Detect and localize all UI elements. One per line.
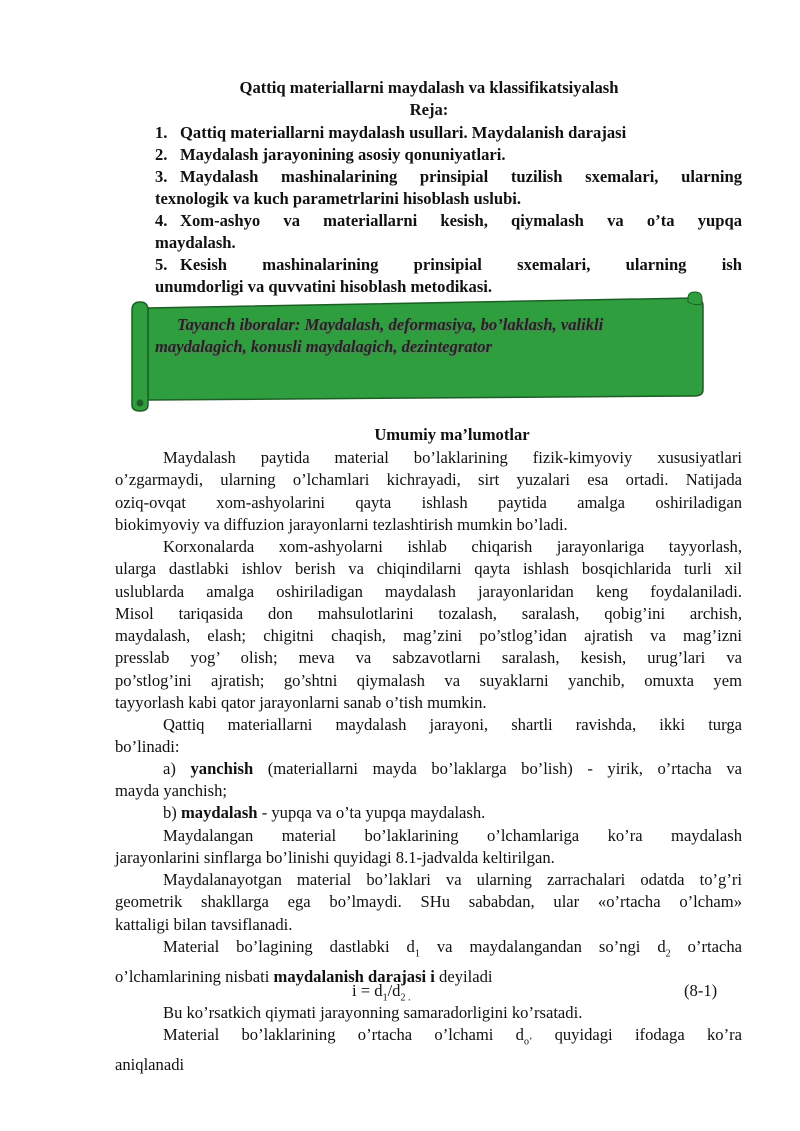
section-title: Umumiy ma’lumotlar — [374, 425, 530, 444]
document-title: Qattiq materiallarni maydalash va klassifikatsiyalash — [239, 78, 619, 97]
plan-item-3: 3. Maydalash mashinalarining prinsipial tuzilish sxemalari, ularning texnologik va kuch parametrlarini hisoblash uslubi. — [155, 167, 742, 208]
paragraph-8: Material bo’lagining dastlabki $d_1$ va maydalangandan so’ngi $d_2$ o’rtacha o’lchamlarining nisbati maydalanish darajasi i deyiladi — [115, 937, 742, 986]
plan-item-2: 2. Maydalash jarayonining asosiy qonuniyatlari. — [155, 145, 506, 164]
term-maydalanish-darajasi: maydalanish darajasi i — [273, 966, 435, 986]
paragraph-b-maydalash: b) maydalash - yupqa va o’ta yupqa maydalash. — [163, 803, 486, 822]
paragraph-a-yanchish: a) yanchish (materiallarni mayda bo’laklarga bo’lish) - yirik, o’rtacha va mayda yanchish; — [115, 759, 743, 801]
term-yanchish: yanchish — [190, 759, 254, 778]
paragraph-6: Maydalangan material bo’laklarining o’lchamlariga ko’ra maydalash jarayonlarini sinflarga bo’linishi quyidagi 8.1-jadvalda keltirilgan. — [115, 826, 742, 868]
paragraph-3: Qattiq materiallarni maydalash jarayoni, shartli ravishda, ikki turga bo’linadi: — [115, 715, 742, 757]
formula-8-1: $i = d_1/d_{2 .}$ — [352, 981, 411, 1004]
plan-item-5: 5. Kesish mashinalarining prinsipial sxemalari, ularning ish unumdorligi va quvvatini hisoblash metodikasi. — [155, 255, 742, 296]
keywords-line-2: maydalagich, konusli maydalagich, dezintegrator — [155, 337, 492, 356]
paragraph-9: Bu ko’rsatkich qiymati jarayonning samaradorligini ko’rsatadi. — [163, 1003, 583, 1022]
formula-number: (8-1) — [684, 981, 718, 1000]
paragraph-1: Maydalash paytida material bo’laklarining fizik-kimyoviy xususiyatlari o’zgarmaydi, ularning o’lchamlari kichrayadi, sirt yuzalari esa ortadi. Natijada oziq-ovqat xom-ashyolarini qayta ishlash paytida amalga oshiriladigan biokimyoviy va diffuzion jarayonlarni tezlashtirish mumkin bo’ladi. — [115, 448, 742, 534]
keywords-label: Tayanch iboralar: — [177, 315, 301, 334]
paragraph-2: Korxonalarda xom-ashyolarni ishlab chiqarish jarayonlariga tayyorlash, ularga dastlabki ishlov berish va chiqindilarni qayta ishlash bosqichlarida turli xil uslublarda amalga oshiriladigan maydalash jarayonlaridan keng foydalaniladi. Misol tariqasida don mahsulotlarini tozalash, saralash, qobig’ini archish, maydalash, elash; chigitni chaqish, mag’zini po’stlog’idan ajratish va mag’izni presslab yog’ olish; meva va sabzavotlarni saralash, kesish, urug’lari va po’stlog’ini ajratish; go’shtni qiymalash va suyaklarni yanchib, omuxta yem tayyorlash kabi qator jarayonlarni sanab o’tish mumkin. — [115, 537, 742, 713]
plan-item-4: 4. Xom-ashyo va materiallarni kesish, qiymalash va o’ta yupqa maydalash. — [155, 211, 742, 252]
term-maydalash: maydalash — [180, 803, 258, 822]
keywords-text — [155, 314, 695, 358]
plan-item-1: 1. Qattiq materiallarni maydalash usullari. Maydalanish darajasi — [155, 123, 627, 142]
paragraph-10: Material bo’laklarining o’rtacha o’lchami $d_{o’}$ quyidagi ifodaga ko’ra aniqlanadi — [115, 1025, 742, 1074]
paragraph-7: Maydalanayotgan material bo’laklari va ularning zarrachalari odatda to’g’ri geometrik shakllarga ega bo’lmaydi. SHu sababdan, ular «o’rtacha o’lcham» kattaligi bilan tavsiflanadi. — [115, 870, 742, 934]
keywords-line-1: Maydalash, deformasiya, bo’laklash, valikli — [304, 315, 604, 334]
plan-heading: Reja: — [409, 100, 449, 119]
